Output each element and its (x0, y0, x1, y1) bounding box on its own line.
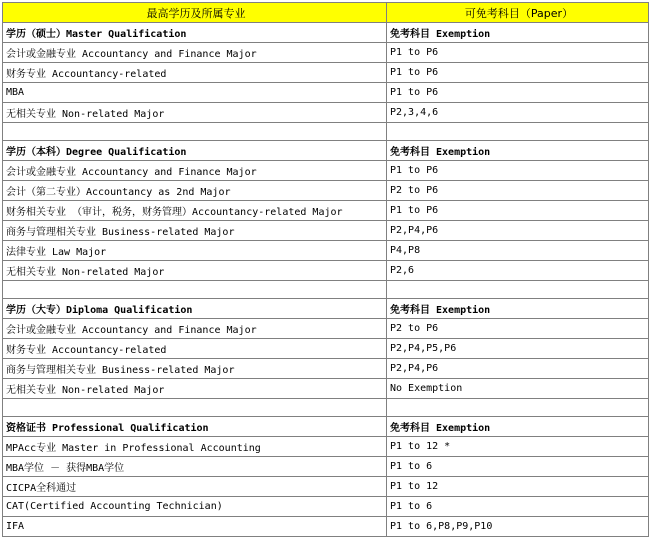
section-title: 学历（大专）Diploma Qualification (3, 299, 387, 319)
spacer-cell (387, 399, 649, 417)
exemption-cell: P2,P4,P6 (387, 359, 649, 379)
table-row (3, 457, 649, 477)
exemption-cell: P1 to P6 (387, 43, 649, 63)
spacer-cell (387, 281, 649, 299)
section-header-row (3, 141, 649, 161)
spacer-cell (3, 123, 387, 141)
major-cell: 商务与管理相关专业 Business-related Major (3, 359, 387, 379)
spacer-cell (3, 281, 387, 299)
exemption-cell: P1 to 12 * (387, 437, 649, 457)
major-cell: MBA学位 － 获得MBA学位 (3, 457, 387, 477)
major-cell: IFA (3, 517, 387, 537)
exemption-cell: P2,3,4,6 (387, 103, 649, 123)
exemption-cell: No Exemption (387, 379, 649, 399)
exemption-cell: P1 to P6 (387, 201, 649, 221)
section-title: 学历（硕士）Master Qualification (3, 23, 387, 43)
exemption-cell: P2 to P6 (387, 181, 649, 201)
section-exemption-label: 免考科目 Exemption (387, 23, 649, 43)
exemption-cell: P2,P4,P5,P6 (387, 339, 649, 359)
header-qualification: 最高学历及所属专业 (3, 3, 387, 23)
table-row (3, 477, 649, 497)
exemption-cell: P1 to 6 (387, 457, 649, 477)
exemption-cell: P1 to 6 (387, 497, 649, 517)
header-row (3, 3, 649, 23)
spacer-row (3, 123, 649, 141)
major-cell: 会计或金融专业 Accountancy and Finance Major (3, 319, 387, 339)
major-cell: 财务相关专业 （审计，税务，财务管理）Accountancy-related Major (3, 201, 387, 221)
major-cell: 财务专业 Accountancy-related (3, 63, 387, 83)
major-cell: 会计或金融专业 Accountancy and Finance Major (3, 161, 387, 181)
exemption-table (2, 2, 649, 537)
table-row (3, 359, 649, 379)
major-cell: 商务与管理相关专业 Business-related Major (3, 221, 387, 241)
table-row (3, 437, 649, 457)
major-cell: 会计（第二专业）Accountancy as 2nd Major (3, 181, 387, 201)
section-exemption-label: 免考科目 Exemption (387, 141, 649, 161)
table-body (3, 23, 649, 537)
table-row (3, 201, 649, 221)
table-row (3, 517, 649, 537)
table-row (3, 339, 649, 359)
header-exempt-papers: 可免考科目（Paper） (387, 3, 649, 23)
spacer-row (3, 281, 649, 299)
major-cell: 会计或金融专业 Accountancy and Finance Major (3, 43, 387, 63)
section-header-row (3, 417, 649, 437)
table-row (3, 379, 649, 399)
section-title: 学历（本科）Degree Qualification (3, 141, 387, 161)
exemption-cell: P1 to P6 (387, 63, 649, 83)
spacer-cell (3, 399, 387, 417)
major-cell: CAT(Certified Accounting Technician) (3, 497, 387, 517)
major-cell: CICPA全科通过 (3, 477, 387, 497)
exemption-cell: P2,6 (387, 261, 649, 281)
table-row (3, 497, 649, 517)
exemption-cell: P1 to 6,P8,P9,P10 (387, 517, 649, 537)
table-row (3, 261, 649, 281)
spacer-row (3, 399, 649, 417)
table-row (3, 43, 649, 63)
major-cell: MPAcc专业 Master in Professional Accounting (3, 437, 387, 457)
section-title: 资格证书 Professional Qualification (3, 417, 387, 437)
section-header-row (3, 299, 649, 319)
major-cell: 无相关专业 Non-related Major (3, 379, 387, 399)
section-exemption-label: 免考科目 Exemption (387, 299, 649, 319)
major-cell: 财务专业 Accountancy-related (3, 339, 387, 359)
table-row (3, 319, 649, 339)
exemption-cell: P4,P8 (387, 241, 649, 261)
section-header-row (3, 23, 649, 43)
table-row (3, 221, 649, 241)
exemption-cell: P1 to 12 (387, 477, 649, 497)
exemption-cell: P1 to P6 (387, 83, 649, 103)
major-cell: 无相关专业 Non-related Major (3, 103, 387, 123)
major-cell: MBA (3, 83, 387, 103)
table-row (3, 181, 649, 201)
exemption-cell: P1 to P6 (387, 161, 649, 181)
exemption-table-container (2, 2, 648, 537)
exemption-cell: P2,P4,P6 (387, 221, 649, 241)
table-row (3, 83, 649, 103)
major-cell: 法律专业 Law Major (3, 241, 387, 261)
section-exemption-label: 免考科目 Exemption (387, 417, 649, 437)
major-cell: 无相关专业 Non-related Major (3, 261, 387, 281)
spacer-cell (387, 123, 649, 141)
table-row (3, 241, 649, 261)
table-row (3, 103, 649, 123)
exemption-cell: P2 to P6 (387, 319, 649, 339)
table-row (3, 161, 649, 181)
table-row (3, 63, 649, 83)
